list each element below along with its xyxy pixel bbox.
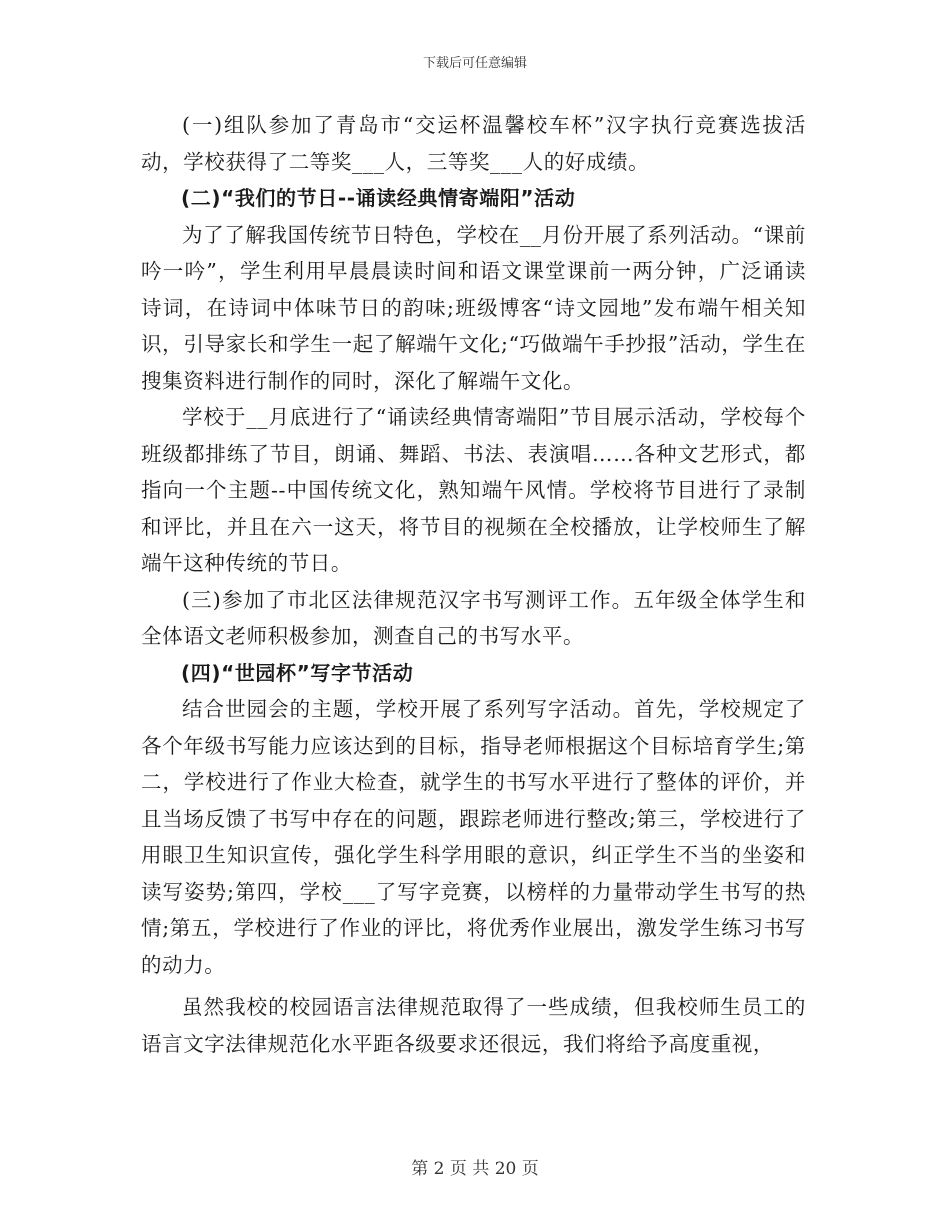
page-header: 下载后可任意编辑 <box>422 56 527 71</box>
document-body <box>141 107 806 1062</box>
page-number-footer: 第 2 页 共 20 页 <box>411 1159 539 1179</box>
paragraph-section-4: 结合世园会的主题，学校开展了系列写字活动。首先，学校规定了各个年级书写能力应该达到的目标，指导老师根据这个目标培育学生;第二，学校进行了作业大检查，就学生的书写水平进行了整体的评价，并且当场反馈了书写中存在的问题，跟踪老师进行整改;第三，学校进行了用眼卫生知识宣传，强化学生科学用眼的意识，纠正学生不当的坐姿和读写姿势;第四，学校___了写字竞赛，以榜样的力量带动学生书写的热情;第五，学校进行了作业的评比，将优秀作业展出，激发学生练习书写的动力。 <box>141 697 806 977</box>
paragraph-section-3: (三)参加了市北区法律规范汉字书写测评工作。五年级全体学生和全体语文老师积极参加，测查自己的书写水平。 <box>141 587 806 648</box>
section-heading-4: (四)“世园杯”写字节活动 <box>181 660 414 685</box>
paragraph-closing: 虽然我校的校园语言法律规范取得了一些成绩，但我校师生员工的语言文字法律规范化水平距各级要求还很远，我们将给予高度重视， <box>141 995 806 1056</box>
section-heading-2: (二)“我们的节日--诵读经典情寄端阳”活动 <box>181 186 576 210</box>
paragraph-section-1: (一)组队参加了青岛市“交运杯温馨校车杯”汉字执行竞赛选拔活动，学校获得了二等奖___人，三等奖___人的好成绩。 <box>141 113 806 174</box>
paragraph-section-2-showcase: 学校于__月底进行了“诵读经典情寄端阳”节目展示活动，学校每个班级都排练了节目，朗诵、舞蹈、书法、表演唱……各种文艺形式，都指向一个主题--中国传统文化，熟知端午风情。学校将节目进行了录制和评比，并且在六一这天，将节目的视频在全校播放，让学校师生了解端午这种传统的节日。 <box>141 405 806 575</box>
paragraph-section-2-activities: 为了了解我国传统节日特色，学校在__月份开展了系列活动。“课前吟一吟”，学生利用早晨晨读时间和语文课堂课前一两分钟，广泛诵读诗词，在诗词中体味节日的韵味;班级博客“诗文园地”发布端午相关知识，引导家长和学生一起了解端午文化;“巧做端午手抄报”活动，学生在搜集资料进行制作的同时，深化了解端午文化。 <box>141 222 806 393</box>
